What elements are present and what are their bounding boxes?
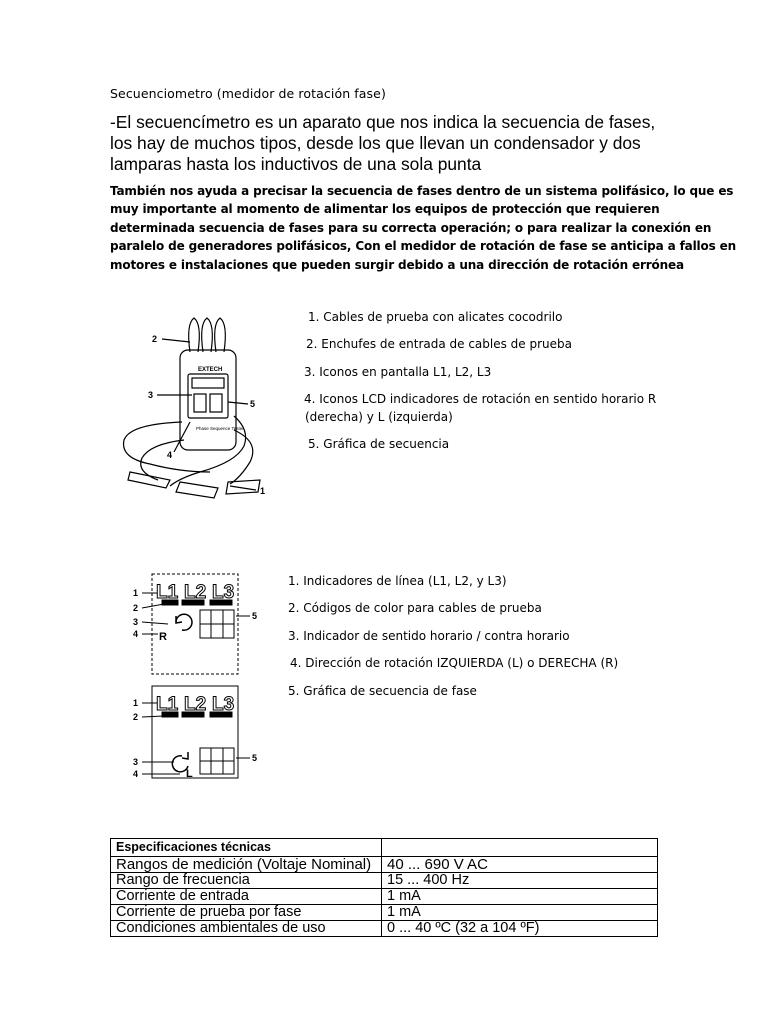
line-label-l1: L1 <box>156 582 179 603</box>
table-row <box>111 889 658 905</box>
lcd-display-drawing <box>130 570 270 782</box>
list-item: (derecha) y L (izquierda) <box>305 410 453 424</box>
intro-line: -El secuencímetro es un aparato que nos indica la secuencia de fases, <box>110 112 656 132</box>
callout-2: 2 <box>152 334 158 344</box>
display-parts-list <box>288 574 708 704</box>
intro-line: lamparas hasta los inductivos de una sola punta <box>110 154 482 174</box>
spec-name: Rango de frecuencia <box>111 873 382 889</box>
list-item: 3. Iconos en pantalla L1, L2, L3 <box>304 365 492 379</box>
spec-value: 1 mA <box>382 905 658 921</box>
callout-5: 5 <box>252 611 258 621</box>
list-item: 5. Gráfica de secuencia <box>308 437 450 451</box>
list-item: 5. Gráfica de secuencia de fase <box>288 684 477 698</box>
list-item: 3. Indicador de sentido horario / contra horario <box>288 629 570 643</box>
callout-1: 1 <box>260 486 266 496</box>
callout-3: 3 <box>133 617 139 627</box>
paragraph-line: También nos ayuda a precisar la secuencia de fases dentro de un sistema polifásico, lo que es <box>110 184 734 198</box>
spec-value: 1 mA <box>382 889 658 905</box>
spec-name: Rangos de medición (Voltaje Nominal) <box>111 857 382 873</box>
line-label-l3: L3 <box>212 582 235 603</box>
callout-3: 3 <box>148 390 154 400</box>
spec-name: Corriente de entrada <box>111 889 382 905</box>
intro-text <box>110 112 670 175</box>
list-item: 2. Enchufes de entrada de cables de prueba <box>306 337 573 351</box>
paragraph-line: muy importante al momento de alimentar los equipos de protección que requieren <box>110 202 660 217</box>
spec-value: 0 ... 40 ºC (32 a 104 ºF) <box>382 921 658 937</box>
lcd-display-figure <box>130 570 270 782</box>
line-label-l1: L1 <box>156 694 179 715</box>
phase-tester-drawing <box>110 312 280 502</box>
line-label-l2: L2 <box>184 694 207 715</box>
callout-5: 5 <box>250 399 256 409</box>
callout-4: 4 <box>133 629 139 639</box>
list-item: 1. Cables de prueba con alicates cocodrilo <box>308 310 563 324</box>
paragraph-line: determinada secuencia de fases para su correcta operación; o para realizar la conexión en <box>110 220 712 235</box>
spec-value: 15 ... 400 Hz <box>382 873 658 889</box>
spec-name: Corriente de prueba por fase <box>111 905 382 921</box>
table-header-cell-empty <box>382 839 658 857</box>
paragraph-line: motores e instalaciones que pueden surgir debido a una dirección de rotación errónea <box>110 257 684 272</box>
callout-1: 1 <box>133 588 139 598</box>
list-item: 4. Iconos LCD indicadores de rotación en sentido horario R <box>304 392 657 406</box>
paragraph-line: paralelo de generadores polifásicos, Con el medidor de rotación de fase se anticipa a fallos en <box>110 239 737 254</box>
rotation-right-letter: R <box>159 631 167 643</box>
callout-2: 2 <box>133 712 139 722</box>
brand-text: EXTECH <box>198 367 223 373</box>
rotation-left-letter: L <box>186 768 193 780</box>
list-item: 1. Indicadores de línea (L1, L2, y L3) <box>288 574 507 588</box>
table-header-row <box>111 839 658 857</box>
phase-tester-figure <box>110 312 280 502</box>
table-row <box>111 905 658 921</box>
list-item: 4. Dirección de rotación IZQUIERDA (L) o DERECHA (R) <box>290 656 619 670</box>
line-label-l3: L3 <box>212 694 235 715</box>
document-title: Secuenciometro (medidor de rotación fase) <box>110 86 386 101</box>
callout-3: 3 <box>133 757 139 767</box>
line-label-l2: L2 <box>184 582 207 603</box>
specs-table <box>110 838 658 937</box>
callout-1: 1 <box>133 698 139 708</box>
table-header-cell: Especificaciones técnicas <box>111 839 382 857</box>
callout-2: 2 <box>133 603 139 613</box>
description-paragraph <box>110 182 737 274</box>
intro-line: los hay de muchos tipos, desde los que llevan un condensador y dos <box>110 133 641 153</box>
device-parts-list <box>300 310 680 460</box>
table-row <box>111 857 658 873</box>
callout-4: 4 <box>133 769 139 779</box>
table-row <box>111 873 658 889</box>
spec-name: Condiciones ambientales de uso <box>111 921 382 937</box>
callout-5: 5 <box>252 753 258 763</box>
callout-4: 4 <box>167 450 173 460</box>
table-row <box>111 921 658 937</box>
device-label: Phase Sequence Tester <box>196 426 244 431</box>
list-item: 2. Códigos de color para cables de prueba <box>288 601 542 615</box>
spec-value: 40 ... 690 V AC <box>382 857 658 873</box>
